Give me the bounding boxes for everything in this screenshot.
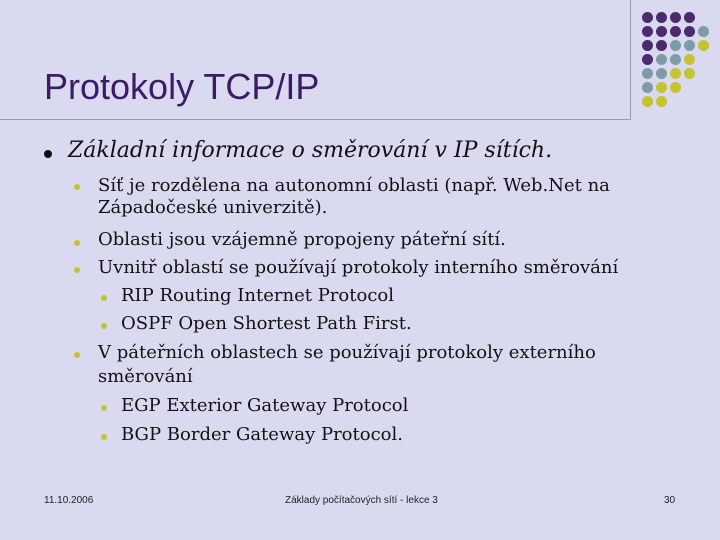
list-item-text: V páteřních oblastech se používají protokoly externího — [98, 342, 596, 363]
list-item-text: Oblasti jsou vzájemně propojeny páteřní sítí. — [98, 229, 506, 250]
dot — [656, 12, 667, 23]
bullet-icon — [101, 295, 107, 301]
dot — [656, 68, 667, 79]
bullet-icon — [74, 352, 80, 358]
dot — [642, 68, 653, 79]
sub-list-item-text: RIP Routing Internet Protocol — [121, 285, 394, 306]
dot — [642, 96, 653, 107]
sub-list-item-text: BGP Border Gateway Protocol. — [121, 424, 403, 445]
dot — [670, 40, 681, 51]
dot — [656, 82, 667, 93]
dot — [656, 96, 667, 107]
dot — [642, 12, 653, 23]
dot — [670, 54, 681, 65]
dot — [684, 54, 695, 65]
sub-list-item-text: EGP Exterior Gateway Protocol — [121, 395, 409, 416]
footer-title: Základy počítačových sítí - lekce 3 — [285, 495, 438, 506]
dot — [642, 82, 653, 93]
list-item-text: směrování — [98, 366, 193, 387]
sub-list-item-text: OSPF Open Shortest Path First. — [121, 313, 412, 334]
corner-divider — [630, 0, 631, 120]
dot — [656, 54, 667, 65]
list-item-text: Uvnitř oblastí se používají protokoly interního směrování — [98, 257, 619, 278]
bullet-icon — [44, 150, 52, 158]
dot — [642, 54, 653, 65]
dot — [698, 40, 709, 51]
dot — [670, 82, 681, 93]
dot — [670, 12, 681, 23]
dot — [670, 68, 681, 79]
page-number: 30 — [664, 495, 676, 506]
bullet-icon — [74, 240, 80, 246]
bullet-icon — [101, 323, 107, 329]
dot — [684, 12, 695, 23]
dot — [642, 40, 653, 51]
dot — [642, 26, 653, 37]
dot — [684, 40, 695, 51]
bullet-icon — [74, 184, 80, 190]
slide-title: Protokoly TCP/IP — [44, 66, 320, 107]
bullet-icon — [101, 405, 107, 411]
list-item-text: Síť je rozdělena na autonomní oblasti (např. Web.Net na — [98, 175, 610, 196]
list-item-text: Západočeské univerzitě). — [98, 197, 328, 218]
dot — [684, 26, 695, 37]
dot — [684, 68, 695, 79]
title-divider — [0, 119, 630, 120]
dot — [656, 40, 667, 51]
footer-date: 11.10.2006 — [44, 495, 94, 506]
main-bullet-text: Základní informace o směrování v IP sítích. — [68, 138, 553, 163]
decorative-dot-grid — [640, 10, 720, 110]
bullet-icon — [101, 434, 107, 440]
dot — [670, 26, 681, 37]
dot — [656, 26, 667, 37]
bullet-icon — [74, 267, 80, 273]
dot — [698, 26, 709, 37]
